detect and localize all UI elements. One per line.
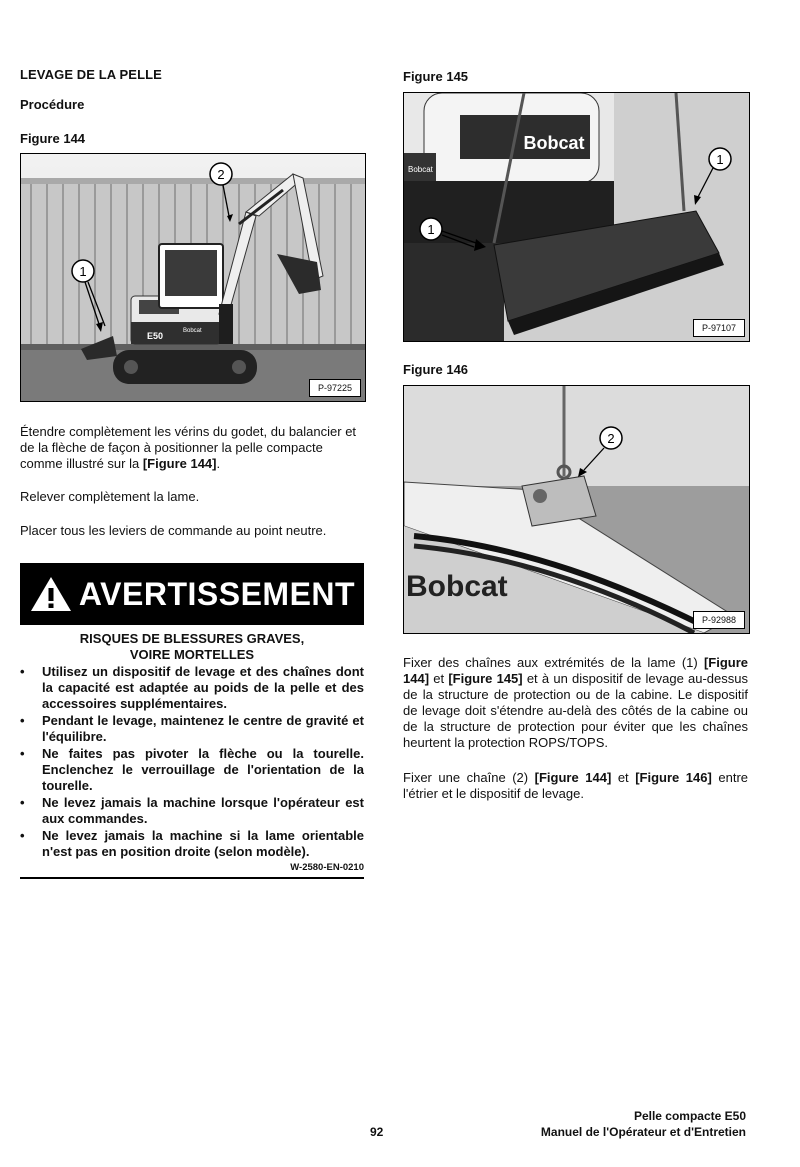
- paragraph-attach-clevis-chain: Fixer une chaîne (2) [Figure 144] et [Figure 146] entre l'étrier et le dispositif de levage.: [403, 770, 748, 801]
- warning-risk: RISQUES DE BLESSURES GRAVES, VOIRE MORTELLES: [79, 631, 305, 662]
- callout-2: 2: [217, 167, 225, 182]
- warning-code: W-2580-EN-0210: [290, 862, 364, 873]
- page-number: 92: [370, 1125, 384, 1139]
- section-title: LEVAGE DE LA PELLE: [20, 67, 162, 82]
- figure-144-image: [20, 153, 366, 402]
- warning-item: • Ne faites pas pivoter la flèche ou la tourelle. Enclenchez le verrouillage de l'orientation de la tourelle.: [20, 746, 364, 794]
- warning-item: • Utilisez un dispositif de levage et des chaînes dont la capacité est adaptée au poids de la pelle et des accessoires supplémentaires.: [20, 664, 364, 712]
- warning-header: [20, 563, 364, 625]
- warning-list: [20, 664, 364, 861]
- procedure-heading: Procédure: [20, 97, 85, 112]
- callout-1: 1: [716, 152, 724, 167]
- figure-146-code: P-92988: [693, 611, 745, 629]
- blade-chains-illustration: [404, 93, 749, 341]
- figure-145-image: [403, 92, 750, 342]
- paragraph-raise-blade: Relever complètement la lame.: [20, 489, 200, 504]
- warning-triangle-icon: [29, 575, 73, 613]
- figure-146-image: [403, 385, 750, 634]
- warning-item: • Ne levez jamais la machine lorsque l'opérateur est aux commandes.: [20, 795, 364, 827]
- paragraph-extend-cylinders: Étendre complètement les vérins du godet, du balancier et de la flèche de façon à positionner la pelle compacte comme illustré sur la [Figure 144].: [20, 424, 357, 471]
- warning-item: • Pendant le levage, maintenez le centre de gravité et l'équilibre.: [20, 713, 364, 745]
- decal-brand: Bobcat: [406, 570, 508, 603]
- excavator-illustration: [21, 154, 365, 401]
- figure-145-code: P-97107: [693, 319, 745, 337]
- callout-1: 1: [427, 222, 435, 237]
- warning-bottom-rule: [20, 877, 364, 879]
- figure-ref: [Figure 144]: [142, 456, 217, 471]
- clevis-chain-illustration: [404, 386, 749, 633]
- figure-146-label: Figure 146: [403, 362, 469, 377]
- footer-title: Pelle compacte E50 Manuel de l'Opérateur et d'Entretien: [540, 1109, 746, 1139]
- figure-144-code: P-97225: [309, 379, 361, 397]
- figure-ref: [Figure 145]: [448, 671, 523, 686]
- decal-model: E50: [147, 331, 164, 341]
- callout-1: 1: [79, 264, 87, 279]
- decal-brand: Bobcat: [523, 133, 585, 153]
- figure-ref: [Figure 144]: [403, 655, 748, 686]
- decal-small: Bobcat: [408, 165, 433, 174]
- figure-144-label: Figure 144: [20, 131, 86, 146]
- paragraph-neutral-levers: Placer tous les leviers de commande au point neutre.: [20, 523, 327, 538]
- figure-ref: [Figure 146]: [635, 770, 712, 785]
- callout-2: 2: [607, 431, 615, 446]
- figure-145-label: Figure 145: [403, 69, 469, 84]
- paragraph-attach-chains: Fixer des chaînes aux extrémités de la lame (1) [Figure 144] et [Figure 145] et à un dispositif de levage au-dessus de la structure de protection ou de la cabine. Le dispositif de levage doit s'étendre au-delà des côtés de la cabine ou de la structure de protection pour éviter que les chaînes heurtent la protection ROPS/TOPS.: [403, 655, 748, 750]
- warning-item: • Ne levez jamais la machine si la lame orientable n'est pas en position droite (selon modèle).: [20, 828, 364, 860]
- decal-brand: Bobcat: [183, 328, 202, 334]
- warning-title: AVERTISSEMENT: [78, 575, 356, 612]
- figure-ref: [Figure 144]: [534, 770, 612, 785]
